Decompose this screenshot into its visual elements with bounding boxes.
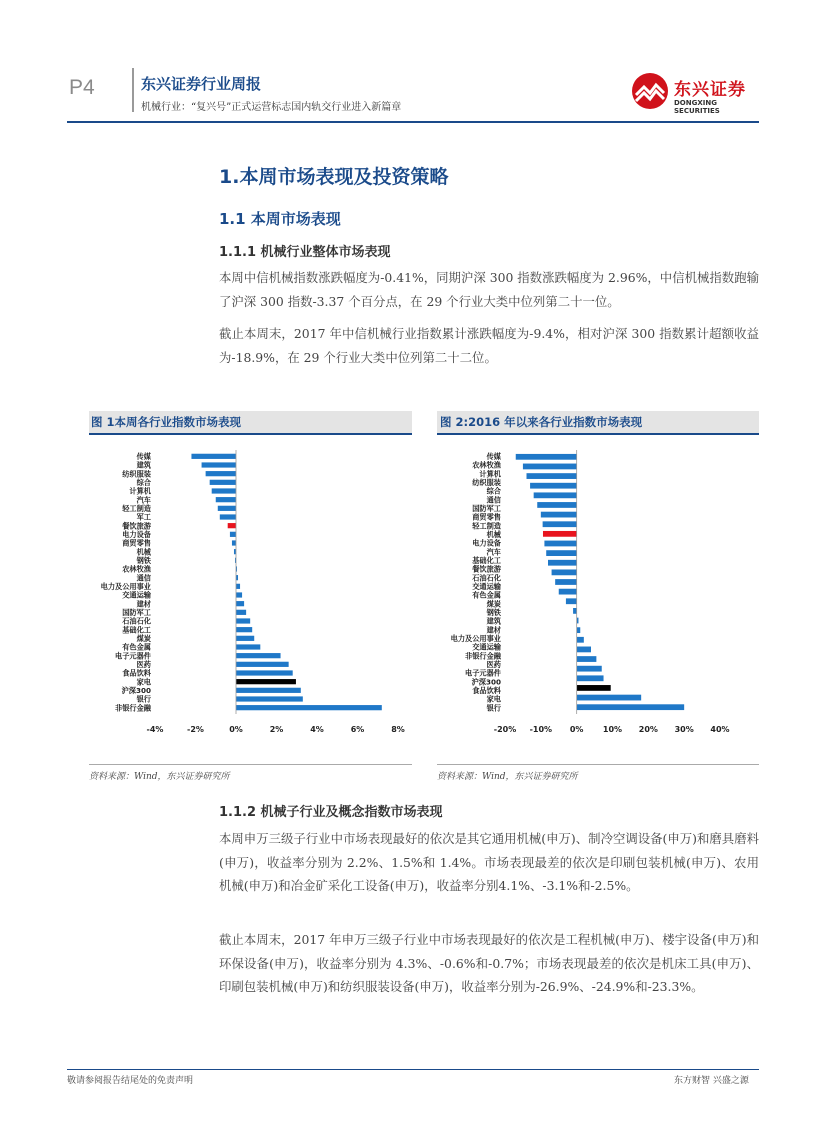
subsubsection-heading-1: 1.1.1 机械行业整体市场表现 [219, 245, 391, 260]
bar-综合 [530, 483, 577, 489]
bar-石油石化 [236, 584, 240, 589]
bar-电力及公用事业 [577, 637, 584, 643]
bar-基础化工 [548, 560, 577, 566]
bar-银行 [236, 688, 301, 693]
category-label: 基础化工 [472, 555, 501, 565]
category-label: 计算机 [129, 486, 151, 496]
chart-weekly-industry-performance [89, 440, 414, 758]
bar-非银行金融 [577, 666, 602, 672]
category-label: 汽车 [486, 547, 501, 557]
bar-建筑 [232, 540, 236, 545]
x-tick-label: 40% [710, 725, 730, 734]
category-label: 煤炭 [486, 599, 501, 609]
category-label: 家电 [486, 694, 501, 704]
bar-食品饮料 [577, 695, 642, 701]
figure-2-title: 图 2:2016 年以来各行业指数市场表现 [440, 415, 643, 429]
x-tick-label: -20% [493, 725, 517, 734]
category-label: 有色金属 [472, 590, 501, 600]
category-label: 轻工制造 [472, 521, 501, 531]
bar-电力设备 [218, 506, 236, 511]
figure-2-source: 资料来源：Wind，东兴证券研究所 [437, 772, 578, 782]
bar-计算机 [210, 480, 236, 485]
category-label: 交通运输 [472, 581, 501, 591]
bar-农林牧渔 [230, 532, 236, 537]
bar-家电 [577, 704, 685, 710]
category-label: 通信 [136, 573, 151, 583]
subsection-heading: 1.1 本周市场表现 [219, 210, 341, 228]
header-divider [132, 68, 134, 112]
x-tick-label: -2% [187, 725, 204, 734]
category-label: 沪深300 [121, 685, 151, 695]
category-label: 交通运输 [472, 642, 501, 652]
bar-石油石化 [555, 579, 576, 585]
category-label: 建筑 [136, 460, 151, 470]
category-label: 沪深300 [471, 677, 501, 687]
footer-slogan: 东方财智 兴盛之源 [674, 1076, 749, 1086]
category-label: 钢铁 [486, 607, 501, 617]
category-label: 电力及公用事业 [100, 581, 151, 591]
figure-1-source: 资料来源：Wind，东兴证券研究所 [89, 772, 230, 782]
company-logo [630, 69, 760, 113]
bar-医药 [236, 644, 260, 649]
category-label: 国防军工 [122, 607, 151, 617]
bar-非银行金融 [236, 696, 303, 701]
bar-机械 [228, 523, 236, 528]
category-label: 电力设备 [122, 529, 151, 539]
category-label: 银行 [136, 694, 151, 704]
bar-建材 [577, 627, 581, 633]
bar-纺织服装 [202, 462, 236, 467]
bar-纺织服装 [527, 473, 577, 479]
x-tick-label: 30% [674, 725, 694, 734]
category-label: 电力及公用事业 [450, 633, 501, 643]
category-label: 交通运输 [122, 590, 151, 600]
bar-房地产 [236, 670, 293, 675]
category-label: 机械 [486, 529, 501, 539]
x-tick-label: 0% [229, 725, 243, 734]
category-label: 餐饮旅游 [472, 564, 501, 574]
bar-通信 [534, 492, 577, 498]
logo-mark-icon [630, 71, 670, 111]
category-label: 轻工制造 [122, 503, 151, 513]
bar-家电 [236, 705, 382, 710]
bar-轻工制造 [543, 521, 577, 527]
bar-交通运输 [577, 647, 591, 653]
category-label: 有色金属 [122, 642, 151, 652]
bar-沪深300 [236, 679, 296, 684]
bar-电力设备 [544, 541, 576, 547]
bar-钢铁 [573, 608, 577, 614]
category-label: 家电 [136, 677, 151, 687]
category-label: 纺织服装 [472, 477, 501, 487]
bar-轻工制造 [212, 488, 236, 493]
bar-汽车 [546, 550, 576, 556]
category-label: 食品饮料 [472, 685, 501, 695]
x-tick-label: 2% [269, 725, 284, 734]
category-label: 传媒 [486, 451, 501, 461]
page-number: P4 [69, 76, 95, 99]
category-label: 机械 [136, 547, 151, 557]
category-label: 医药 [136, 659, 151, 669]
x-tick-label: 8% [391, 725, 405, 734]
bar-餐饮旅游 [216, 497, 236, 502]
bar-综合 [206, 471, 236, 476]
x-tick-label: 0% [569, 725, 584, 734]
category-label: 通信 [486, 495, 501, 505]
bar-有色金属 [559, 589, 577, 595]
category-label: 非银行金融 [115, 703, 151, 713]
bar-传媒 [191, 454, 236, 459]
category-label: 石油石化 [122, 616, 151, 626]
bar-电子元器件 [577, 675, 604, 681]
category-label: 基础化工 [122, 625, 151, 635]
bar-国防军工 [537, 502, 576, 508]
category-label: 电子元器件 [465, 668, 501, 678]
figure-2-source-rule [437, 764, 759, 765]
x-tick-label: 4% [310, 725, 324, 734]
paragraph-4: 截止本周末，2017 年申万三级子行业中市场表现最好的依次是工程机械(申万)、楼宇设备(申万)和环保设备(申万)，收益率分别为 4.3%、-0.6%和-0.7%；市场表现最差的依次是机床工具(申万)、印刷包装机械(申万)和纺织服装设备(申万)，收益率分别为-26.9%、-24.9%和-23.3%。 [219, 932, 759, 994]
paragraph-1: 本周中信机械指数涨跌幅度为-0.41%，同期沪深 300 指数涨跌幅度为 2.96%，中信机械指数跑输了沪深 300 指数-3.37 个百分点，在 29 个行业大类中位列第二十一位。 [219, 270, 759, 309]
figure-1-title: 图 1本周各行业指数市场表现 [91, 415, 242, 429]
bar-电子元器件 [236, 653, 281, 658]
figure-1-source-rule [89, 764, 412, 765]
category-label: 钢铁 [136, 555, 151, 565]
bar-钢铁 [236, 610, 246, 615]
category-label: 农林牧渔 [472, 460, 501, 470]
report-subtitle: 机械行业：“复兴号”正式运营标志国内轨交行业进入新篇章 [141, 102, 402, 113]
bar-基础化工 [236, 601, 244, 606]
section-heading: 1.本周市场表现及投资策略 [219, 166, 449, 188]
category-label: 计算机 [479, 469, 501, 479]
category-label: 石油石化 [472, 573, 501, 583]
bar-计算机 [523, 464, 577, 470]
category-label: 商贸零售 [472, 512, 501, 522]
category-label: 餐饮旅游 [122, 521, 151, 531]
subsubsection-heading-2: 1.1.2 机械子行业及概念指数市场表现 [219, 805, 443, 820]
bar-有色金属 [236, 627, 252, 632]
category-label: 商贸零售 [122, 538, 151, 548]
x-tick-label: -10% [529, 725, 553, 734]
x-tick-label: 20% [638, 725, 658, 734]
bar-农林牧渔 [516, 454, 577, 460]
bar-军工 [236, 636, 254, 641]
category-label: 食品饮料 [122, 668, 151, 678]
category-label: 传媒 [136, 451, 151, 461]
category-label: 银行 [486, 703, 501, 713]
x-tick-label: -4% [146, 725, 164, 734]
category-label: 建材 [486, 625, 501, 635]
category-label: 建筑 [486, 616, 501, 626]
category-label: 非银行金融 [465, 651, 501, 661]
category-label: 军工 [136, 512, 151, 522]
category-label: 医药 [486, 659, 501, 669]
bar-餐饮旅游 [552, 569, 577, 575]
category-label: 综合 [136, 477, 151, 487]
paragraph-2: 截止本周末，2017 年中信机械行业指数累计涨跌幅度为-9.4%，相对沪深 300 指数累计超额收益为-18.9%，在 29 个行业大类中位列第二十二位。 [219, 326, 759, 365]
footer-disclaimer-note: 敬请参阅报告结尾处的免责声明 [67, 1076, 194, 1086]
chart-since-2016-industry-performance [437, 440, 759, 758]
logo-text-cn: 东兴证券 [674, 80, 746, 100]
bar-商贸零售 [220, 514, 236, 519]
bar-商贸零售 [541, 512, 577, 518]
category-label: 煤炭 [136, 633, 151, 643]
category-label: 电力设备 [472, 538, 501, 548]
x-tick-label: 10% [602, 725, 623, 734]
paragraph-3: 本周申万三级子行业中市场表现最好的依次是其它通用机械(申万)、制冷空调设备(申万)和磨具磨料(申万)，收益率分别为 2.2%、1.5%和 1.4%。市场表现最差的依次是印刷包装机械(申万)、农用机械(申万)和冶金矿采化工设备(申万)，收益率分别4.1%、-3.1%和-2.5%。 [219, 831, 759, 893]
bar-煤炭 [566, 598, 577, 604]
bar-食品饮料 [236, 662, 289, 667]
bar-银行 [577, 656, 597, 662]
category-label: 汽车 [136, 495, 151, 505]
category-label: 纺织服装 [122, 469, 151, 479]
header-rule [67, 121, 759, 123]
category-label: 国防军工 [472, 503, 501, 513]
footer-rule [67, 1069, 759, 1070]
category-label: 建材 [136, 599, 151, 609]
publication-title: 东兴证券行业周报 [141, 75, 262, 93]
category-label: 电子元器件 [115, 651, 151, 661]
logo-text-en: DONGXING SECURITIES [674, 99, 720, 115]
bar-沪深300 [577, 685, 611, 691]
x-tick-label: 6% [350, 725, 365, 734]
bar-机械 [543, 531, 577, 537]
bar-建材 [236, 618, 250, 623]
category-label: 综合 [486, 486, 501, 496]
bar-汽车 [236, 592, 242, 597]
category-label: 农林牧渔 [122, 564, 151, 574]
